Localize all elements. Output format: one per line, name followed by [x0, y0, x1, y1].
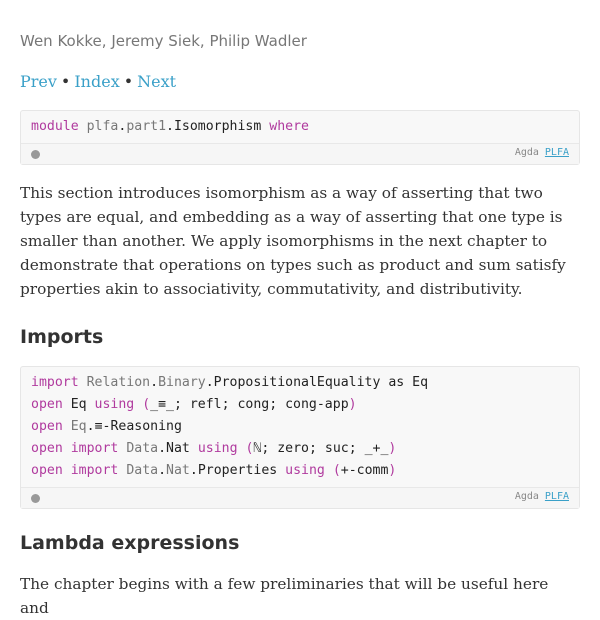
code-token	[63, 419, 71, 434]
code-token: ℕ; zero; suc; _+_	[253, 441, 389, 456]
intro-paragraph: This section introduces isomorphism as a way of asserting that two types are equal, and embedding as a way of asserting that one type is smaller than another. We apply isomorphisms in the next chapter to demonstrate that operations on types such as product and sum satisfy properties akin to associativity, commutativity, and distributivity.	[20, 184, 566, 298]
code-line	[31, 372, 569, 394]
code-line	[31, 394, 569, 416]
code-token: )	[348, 397, 357, 412]
code-token: )	[388, 463, 397, 478]
nav-separator: •	[60, 72, 71, 91]
code-token: as	[380, 375, 413, 390]
code-token: Nat	[166, 441, 190, 456]
code-token: Eq	[70, 419, 87, 434]
code-token: Isomorphism	[173, 119, 262, 134]
code-token: open	[31, 463, 63, 478]
code-token	[190, 441, 198, 456]
plfa-link[interactable]: PLFA	[544, 147, 569, 158]
code-token: (	[245, 441, 254, 456]
code-token: PropositionalEquality	[213, 375, 381, 390]
code-token: .	[158, 441, 167, 456]
code-token: Data	[126, 441, 159, 456]
code-token: module	[31, 119, 79, 134]
imports-code-block	[20, 366, 580, 509]
code-token	[79, 119, 87, 134]
code-token: import	[70, 441, 119, 456]
code-token: plfa	[86, 119, 119, 134]
code-line	[31, 416, 569, 438]
plfa-link[interactable]: PLFA	[544, 491, 569, 502]
language-label: Agda	[514, 491, 539, 502]
code-token: part1	[126, 119, 167, 134]
code-language-tag	[515, 147, 569, 158]
chapter-nav	[20, 72, 176, 91]
code-token: Nat	[166, 463, 190, 478]
code-token: .	[189, 463, 198, 478]
code-token: open	[31, 397, 63, 412]
code-line	[31, 438, 569, 460]
code-token: import	[31, 375, 79, 390]
code-token: ≡-Reasoning	[94, 419, 182, 434]
code-token	[325, 463, 333, 478]
imports-heading: Imports	[20, 326, 104, 348]
code-token: )	[388, 441, 397, 456]
code-language-tag	[515, 491, 569, 502]
code-token: (	[142, 397, 151, 412]
next-link[interactable]: Next	[137, 72, 177, 91]
code-token: .	[86, 419, 95, 434]
code-token: Properties	[197, 463, 278, 478]
code-token	[79, 375, 87, 390]
code-token: .	[118, 119, 127, 134]
code-token: using	[197, 441, 238, 456]
code-token: _≡_; refl; cong; cong-app	[150, 397, 349, 412]
prev-link[interactable]: Prev	[20, 72, 57, 91]
code-token: .	[150, 375, 159, 390]
code-token: open	[31, 441, 63, 456]
code-token	[63, 463, 71, 478]
code-token: .	[205, 375, 214, 390]
code-token: open	[31, 419, 63, 434]
code-token: where	[269, 119, 309, 134]
lambda-heading: Lambda expressions	[20, 532, 240, 554]
code-token: Eq	[62, 397, 95, 412]
code-token: Data	[126, 463, 159, 478]
lambda-paragraph: The chapter begins with a few preliminaries that will be useful here and	[20, 575, 549, 617]
index-link[interactable]: Index	[74, 72, 120, 91]
language-label: Agda	[514, 147, 539, 158]
author-list: Wen Kokke, Jeremy Siek, Philip Wadler	[20, 32, 307, 50]
nav-separator: •	[123, 72, 134, 91]
code-token: Binary	[158, 375, 206, 390]
code-token	[277, 463, 285, 478]
code-token: Eq	[412, 375, 429, 390]
module-code-block	[20, 110, 580, 165]
status-dot-icon	[31, 150, 40, 159]
code-line	[31, 460, 569, 482]
code-footer	[21, 487, 579, 508]
code-token: .	[158, 463, 167, 478]
code-token	[134, 397, 142, 412]
code-footer	[21, 143, 579, 164]
code-token	[63, 441, 71, 456]
code-token: Relation	[86, 375, 151, 390]
code-token: using	[94, 397, 135, 412]
code-token: +-comm	[340, 463, 389, 478]
code-token: using	[285, 463, 325, 478]
code-token: (	[332, 463, 341, 478]
code-token: .	[166, 119, 174, 134]
code-token: import	[70, 463, 119, 478]
module-code	[21, 111, 579, 143]
status-dot-icon	[31, 494, 40, 503]
imports-code	[21, 367, 579, 487]
